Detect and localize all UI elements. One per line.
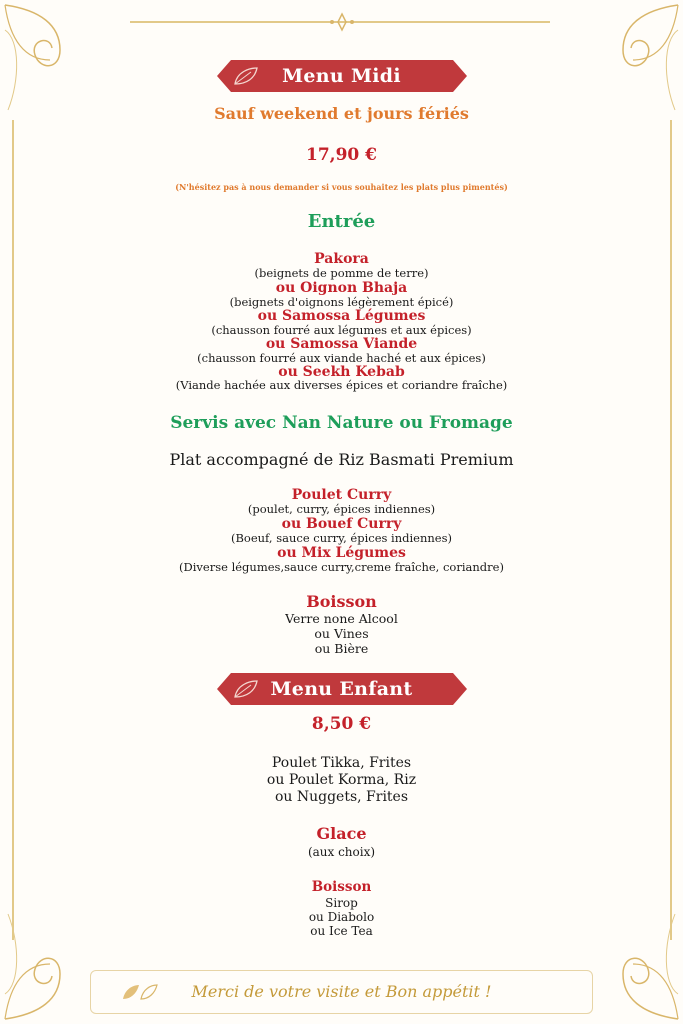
entree-item-name: ou Seekh Kebab	[278, 364, 405, 380]
menu-midi-banner	[217, 58, 467, 94]
plat-item-name: ou Mix Légumes	[277, 545, 406, 561]
plat-item-name: Poulet Curry	[291, 487, 392, 503]
boisson-heading: Boisson	[306, 592, 377, 611]
entree-item-desc: (chausson fourré aux viande haché et aux épices)	[197, 351, 486, 365]
entree-item-name: Pakora	[314, 251, 369, 267]
menu-enfant-price: 8,50 €	[311, 714, 372, 734]
entree-item-name: ou Samossa Viande	[265, 336, 418, 352]
plat-item-desc: (Diverse légumes,sauce curry,creme fraîche, coriandre)	[179, 560, 504, 574]
boisson-line: Verre none Alcool	[285, 611, 398, 626]
enfant-boisson-heading: Boisson	[311, 879, 372, 895]
entree-item-desc: (Viande hachée aux diverses épices et coriandre fraîche)	[175, 378, 508, 392]
glace-heading: Glace	[316, 824, 367, 843]
enfant-boisson-line: Sirop	[325, 896, 358, 910]
enfant-line: ou Nuggets, Frites	[274, 789, 409, 805]
entree-item-name: ou Oignon Bhaja	[275, 280, 408, 296]
entree-item-desc: (beignets d'oignons légèrement épicé)	[229, 295, 454, 309]
enfant-line: Poulet Tikka, Frites	[271, 755, 412, 771]
boisson-line: ou Bière	[314, 641, 369, 656]
menu-midi-subtitle: Sauf weekend et jours fériés	[214, 104, 469, 123]
entree-heading: Entrée	[307, 211, 376, 232]
enfant-boisson-line: ou Ice Tea	[310, 924, 373, 938]
plat-item-name: ou Bouef Curry	[281, 516, 402, 532]
entree-item-desc: (beignets de pomme de terre)	[254, 266, 429, 280]
glace-desc: (aux choix)	[307, 845, 376, 859]
menu-enfant-banner	[217, 671, 467, 707]
enfant-line: ou Poulet Korma, Riz	[266, 772, 417, 788]
spice-note: (N'hésitez pas à nous demander si vous souhaitez les plats plus pimentés)	[175, 182, 508, 192]
footer-thanks-text: Merci de votre visite et Bon appétit !	[191, 982, 492, 1001]
menu-midi-price: 17,90 €	[306, 145, 377, 165]
accompaniment-heading: Plat accompagné de Riz Basmati Premium	[169, 450, 514, 469]
menu-enfant-title: Menu Enfant	[270, 678, 413, 700]
footer-band	[90, 970, 593, 1014]
enfant-boisson-line: ou Diabolo	[308, 910, 375, 924]
boisson-line: ou Vines	[314, 626, 369, 641]
entree-item-name: ou Samossa Légumes	[257, 308, 426, 324]
served-with-heading: Servis avec Nan Nature ou Fromage	[170, 413, 513, 433]
plat-item-desc: (poulet, curry, épices indiennes)	[247, 502, 436, 516]
menu-midi-title: Menu Midi	[282, 65, 401, 87]
entree-item-desc: (chausson fourré aux légumes et aux épices)	[211, 323, 472, 337]
plat-item-desc: (Boeuf, sauce curry, épices indiennes)	[230, 531, 452, 545]
